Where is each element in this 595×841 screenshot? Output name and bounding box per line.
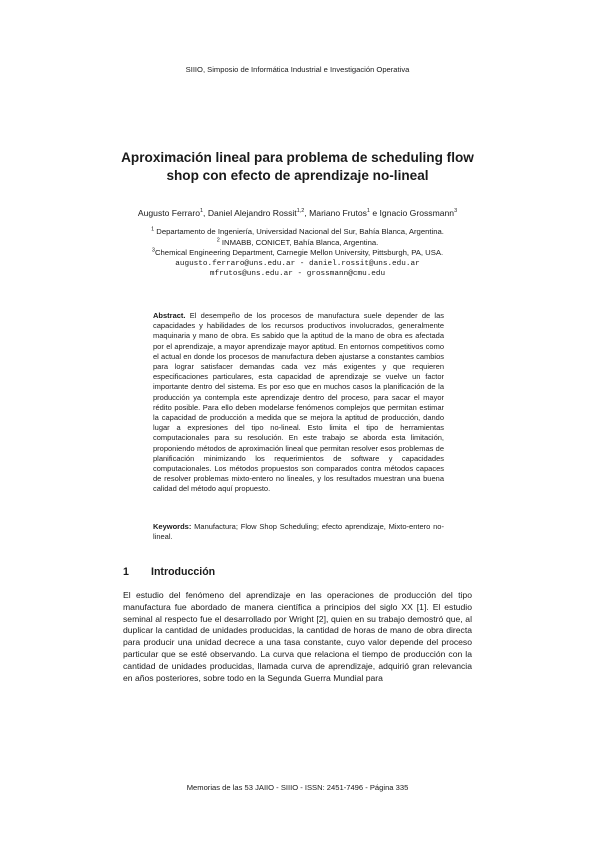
author-name: Mariano Frutos — [309, 208, 367, 218]
email-line: mfrutos@uns.edu.ar - grossmann@cmu.edu — [209, 270, 386, 279]
affiliation-line — [90, 248, 505, 259]
paper-title — [110, 149, 485, 185]
author-name: Daniel Alejandro Rossit — [207, 208, 297, 218]
affiliation-sup: 1 — [151, 226, 155, 233]
running-header: SIIIO, Simposio de Informática Industrial e Investigación Operativa — [185, 65, 410, 74]
affiliation-text: INMABB, CONICET, Bahía Blanca, Argentina. — [221, 237, 379, 247]
author-name: Augusto Ferraro — [137, 208, 200, 218]
affiliation-text: Chemical Engineering Department, Carnegie Mellon University, Pittsburgh, PA, USA. — [154, 248, 444, 258]
body-paragraph: El estudio del fenómeno del aprendizaje en las operaciones de producción del tipo manufactura fue abordado de manera científica a principios del siglo XX [1]. El estudio seminal al respecto fue el desarrollado por Wright [2], quien en su trabajo demostró que, al duplicar la cantidad de unidades producidas, la cantidad de horas de mano de obra directa para producir una unidad decrece a una tasa constante, cuyo valor depende del proceso particular que se esté observando. La curva que relaciona el tiempo de producción con la cantidad de unidades producidas, llamada curva de aprendizaje, adquirió gran relevancia en años posteriores, sobre todo en la Segunda Guerra Mundial para — [123, 590, 472, 683]
abstract — [153, 311, 444, 495]
page-footer: Memorias de las 53 JAIIO - SIIIO - ISSN: 2451-7496 - Página 335 — [186, 783, 409, 792]
affiliation-sup: 3 — [151, 247, 155, 254]
author-affil-sup: 1,2 — [296, 208, 305, 215]
author-separator: , — [203, 208, 208, 218]
author-list — [60, 208, 535, 218]
abstract-text: El desempeño de los procesos de manufactura suele depender de las capacidades y habilidades de los recursos productivos involucrados, generalmente maquinaria y mano de obra. Es sabido que la aptitud de la mano de obra es afectada por el aprendizaje, a mayor aprendizaje mayor aptitud. En entornos competitivos como el actual en donde los procesos de manufactura deben ajustarse a constantes cambios para lograr satisfacer demandas cada vez más exigentes y que requieren especificaciones particulares, esta capacidad de aprendizaje se vuelve un factor importante dentro del sistema. Es por eso que en muchos casos la planificación de la producción ya contempla este aprendizaje dentro del proceso, para sacar el mayor rédito posible. Para ello deben modelarse fenómenos complejos que permitan estimar la capacidad de producción a medida que se mejora la aptitud de producción, dando lugar a expresiones del tipo no-lineal. Esto limita el tipo de herramientas computacionales para su resolución. En este trabajo se aborda esta limitación, proponiendo métodos de aproximación lineal que permitan resolver esos problemas de planificación minimizando los requerimientos de software y capacidades computacionales. Los métodos propuestos son comparados contra métodos capaces de resolver problemas mixto-entero no lineales, y los resultados muestran una buena calidad del método aquí propuesto. — [153, 311, 444, 494]
title-line-1: Aproximación lineal para problema de scheduling flow — [121, 150, 474, 165]
author-separator: , — [304, 208, 310, 218]
keywords-text: Manufactura; Flow Shop Scheduling; efecto aprendizaje, Mixto-entero no-lineal. — [153, 522, 444, 542]
keywords-label: Keywords: — [153, 522, 192, 531]
section-title: Introducción — [151, 566, 216, 578]
author-affil-sup: 1 — [199, 208, 204, 215]
author-separator: e — [369, 208, 380, 218]
keywords — [153, 522, 444, 542]
affiliation-line — [90, 227, 505, 238]
affiliation-text: Departamento de Ingeniería, Universidad Nacional del Sur, Bahía Blanca, Argentina. — [156, 227, 444, 236]
affiliation-line — [90, 238, 505, 249]
abstract-label: Abstract. — [153, 311, 186, 320]
section-heading — [123, 566, 215, 578]
email-line: augusto.ferraro@uns.edu.ar - daniel.rossit@uns.edu.ar — [175, 259, 420, 268]
section-number: 1 — [123, 566, 129, 578]
author-name: Ignacio Grossmann — [379, 208, 455, 218]
affiliations — [90, 227, 505, 280]
author-affil-sup: 3 — [454, 208, 458, 215]
author-affil-sup: 1 — [366, 208, 370, 215]
title-line-2: shop con efecto de aprendizaje no-lineal — [166, 168, 429, 183]
affiliation-sup: 2 — [216, 237, 220, 244]
